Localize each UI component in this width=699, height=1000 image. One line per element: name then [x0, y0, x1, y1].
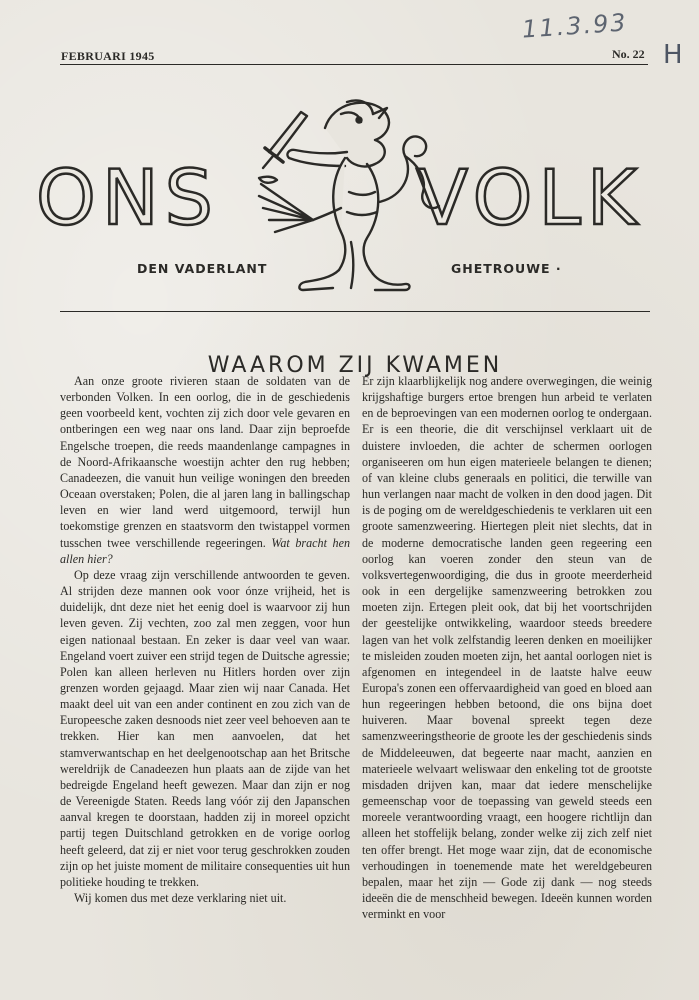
article-headline: WAAROM ZIJ KWAMEN	[207, 352, 503, 378]
italic-question: Wat bracht hen allen hier?	[60, 535, 350, 566]
sword-icon	[269, 112, 307, 156]
article-column-right	[362, 373, 652, 922]
paragraph-text: Aan onze groote rivieren staan de soldaten van de verbonden Volken. In een oorlog, die in de geschiedenis geen voorbeeld kent, vochten zij zich door vele gevaren en ontberingen een weg naar ons land. Daar zijn beproefde Engelsche troepen, die reeds maandenlange campagnes in de Noord-Afrikaansche woestijn achter den rug hebben; Canadeezen, die vanuit hun veilige woningen den breeden Oceaan overstaken; Polen, die al jaren lang in ballingschap leven en wier land werd uitgemoord, terwijl hun toekomstige grenzen en staatsvorm den twistappel vormen tusschen twee verschillende regeeringen.	[60, 374, 350, 550]
issue-date: FEBRUARI 1945	[61, 49, 155, 63]
paragraph: Op deze vraag zijn verschillende antwoorden te geven. Al strijden deze mannen ook voor ónze vrijheid, het is duidelijk, dnt deze niet het eenig doel is waarvoor zij hun leven geven. Zij vechten, zoo zal men zeggen, voor hun eigen nationaal bestaan. En zeker is daar veel van waar. Engeland voert zuiver een strijd tegen de Duitsche agressie; Polen kan alleen herleven nu Hitlers horden over zijn grenzen worden gejaagd. Maar zien wij naar Canada. Het maakt deel uit van een ander continent en zou zich van de Europeesche zaken desnoods niet zeer veel behoeven aan te trekken. Hier kan men aanvoelen, dat het stamverwantschap en het deelgenootschap aan het Britsche wereldrijk de Canadeezen hun plaats aan de zijde van het bedreigde Engeland heeft gewezen. Maar dan zijn er nog de Vereenigde Staten. Reeds lang vóór zij den Japanschen aanval kregen te doorstaan, hadden zij in moreel opzicht partij tegen Duitschland getrokken en de vorige oorlog heeft geleerd, dat zij er niet voor terug geschrokken zouden zijn op het juiste moment de militaire consequenties uit hun politieke houding te trekken.	[60, 567, 350, 889]
masthead-title-left: ONS	[36, 153, 219, 242]
handwritten-mark: H	[663, 40, 683, 70]
paragraph: Er zijn klaarblijkelijk nog andere overwegingen, die weinig krijgshaftige burgers ertoe brengen hun arbeid te verlaten en de beproevingen van een modernen oorlog te ondergaan. Er is een theorie, die dit verschijnsel verklaart uit de duistere invloeden, die achter de schermen oorlogen organiseeren om hun eigen materieele belangen te dienen; of van kleine clubs generaals en politici, die terwille van hun verlangen naar macht de volken in den dood jagen. Dit is de poging om de wereldgeschiedenis te verklaren uit een groote samenzweering. Hiertegen pleit niet slechts, dat in de moderne democratische landen geen regeering een oorlog kan voeren zonder den steun van de volksvertegenwoordiging, die dus in groote meerderheid ook in een dergelijke samenzweering betrokken zou moeten zijn. Ertegen pleit ook, dat bij het voortschrijden der geestelijke ontwikkeling, waardoor steeds breedere lagen van het volk zelfstandig leeren denken en moeilijker te misleiden zouden moeten zijn, het aantal oorlogen niet is afgenomen en integendeel in de laatste halve eeuw Europa's zonen een offervaardigheid van goed en bloed aan hun regeeringen hebben betoond, die ons bijna doet huiveren. Maar bovenal spreekt tegen deze samenzweeringstheorie de groote les der geschiedenis sinds de Middeleeuwen, dat begeerte naar macht, aanzien en materieele welvaart weliswaar den enkeling tot de grootste misdaden drijven kan, maar dat iedere menschelijke gemeenschap voor de toepassing van geweld steeds een moreele verantwoording vraagt, een hoogere richtlijn dan alleen het stoffelijk belang, zonder welke zij zich zelf niet ten offer brengt. Het moge waar zijn, dat de economische verhoudingen in toenemende mate het wereldgebeuren bepalen, maar het zijn — Gode zij dank — nog steeds ideeën die de menschheid bewegen. Ideeën kunnen worden verminkt en voor	[362, 374, 652, 922]
lion-emblem-icon	[255, 92, 445, 297]
handwritten-date: 11.3.93	[521, 8, 629, 44]
masthead-subtitle-right: GHETROUWE ·	[451, 261, 562, 276]
article-column-left	[60, 373, 350, 906]
masthead-divider	[60, 311, 650, 312]
masthead-title-right: VOLK	[416, 153, 643, 242]
top-divider	[60, 64, 648, 65]
issue-number: No. 22	[612, 47, 645, 61]
arrows-icon	[259, 184, 313, 232]
paragraph: Wij komen dus met deze verklaring niet uit.	[74, 891, 287, 905]
masthead-subtitle-left: DEN VADERLANT	[137, 261, 268, 276]
paragraph	[60, 373, 350, 567]
